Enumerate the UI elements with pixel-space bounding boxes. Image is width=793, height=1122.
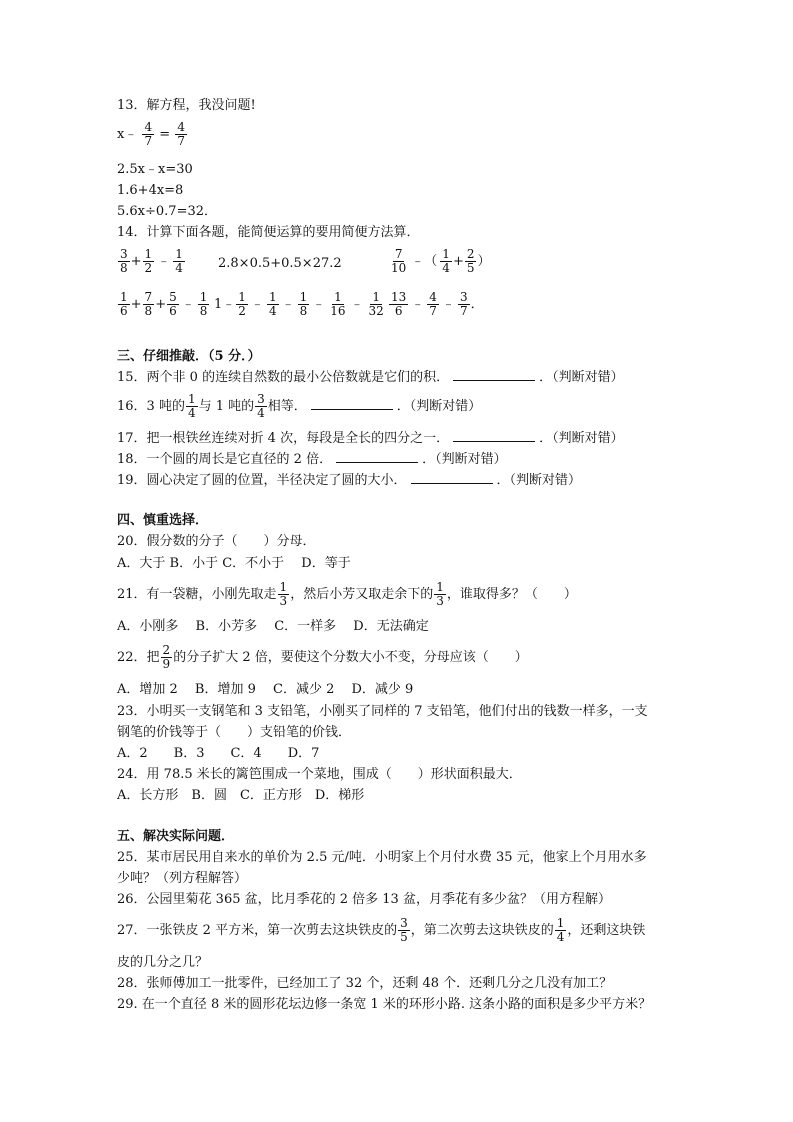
section-3-title: 三、仔细推敲．（5 分．） (117, 349, 261, 364)
q18: 18．一个圆的周长是它直径的 2 倍． ．（判断对错） (117, 452, 507, 467)
q28: 28．张师傅加工一批零件，已经加工了 32 个，还剩 48 个．还剩几分之几没有加工？ (117, 976, 613, 991)
section-4-title: 四、慎重选择． (117, 513, 209, 528)
q21: 21．有一袋糖，小刚先取走 $\frac{1}{3}$ ，然后小芳又取走余下的 $\frac{1}{3}$ ，谁取得多？（ ） (117, 580, 577, 608)
q21-options: A．小刚多 B．小芳多 C．一样多 D．无法确定 (117, 619, 429, 634)
q22-options: A．增加 2 B．增加 9 C．减少 2 D．减少 9 (117, 682, 414, 697)
q26: 26．公园里菊花 365 盆，比月季花的 2 倍多 13 盆，月季花有多少盆？（用方程解） (117, 892, 611, 907)
q23-line-2: 钢笔的价钱等于（ ）支铅笔的价钱． (117, 725, 352, 740)
q20-options: A．大于 B．小于 C．不小于 D．等于 (117, 556, 351, 571)
eq1-equals: = (159, 127, 171, 142)
q24-options: A．长方形 B．圆 C．正方形 D．梯形 (117, 788, 365, 803)
answer-blank (311, 408, 393, 410)
q27-line-1: 27．一张铁皮 2 平方米，第一次剪去这块铁皮的 $\frac{3}{5}$ ，第二次剪去这块铁皮的 $\frac{1}{4}$ ，还剩这块铁 (117, 916, 646, 944)
q14-expr-1a: $\frac{3}{8}$ + $\frac{1}{2}$ ﹣ $\frac{1}{4}$ (120, 247, 183, 275)
q25-line-1: 25．某市居民用自来水的单价为 2.5 元/吨．小明家上个月付水费 35 元，他家上个月用水多 (117, 850, 647, 865)
q19: 19．圆心决定了圆的位置，半径决定了圆的大小． ．（判断对错） (117, 473, 582, 488)
q13-equation-1 (117, 121, 188, 148)
q14-expr-2a: $\frac{1}{6}$ + $\frac{7}{8}$ + $\frac{5}{6}$ ﹣ $\frac{1}{8}$ (120, 290, 208, 318)
q16: 16．3 吨的 $\frac{1}{4}$ 与 1 吨的 $\frac{3}{4}$ 相等． ．（判断对错） (117, 392, 482, 420)
q20: 20．假分数的分子（ ）分母． (117, 534, 316, 549)
eq1-left: x﹣ (117, 127, 138, 142)
q13-equation-3: 1.6+4x=8 (117, 183, 184, 198)
answer-blank (336, 461, 418, 463)
q13-equation-2: 2.5x﹣x=30 (117, 162, 193, 177)
q27-line-2: 皮的几分之几？ (117, 955, 209, 970)
q14-expr-2c: $\frac{13}{6}$ ﹣ $\frac{4}{7}$ ﹣ $\frac{3}{7}$ ． (391, 290, 484, 318)
answer-blank (453, 440, 535, 442)
q14-expr-1b: 2.8×0.5+0.5×27.2 (218, 256, 342, 271)
q25-line-2: 少吨？（列方程解答） (117, 871, 248, 886)
answer-blank (453, 379, 535, 381)
q24: 24．用 78.5 米长的篱笆围成一个菜地，围成（ ）形状面积最大． (117, 767, 522, 782)
fraction: $\frac{4}{7}$ (144, 120, 153, 148)
fraction: $\frac{4}{7}$ (177, 120, 185, 148)
answer-blank (411, 482, 493, 484)
q14-expr-1c: $\frac{7}{10}$ ﹣（ $\frac{1}{4}$ + $\frac{2}{5}$ ） (391, 247, 491, 275)
q15: 15．两个非 0 的连续自然数的最小公倍数就是它们的积． ．（判断对错） (117, 370, 624, 385)
q17: 17．把一根铁丝连续对折 4 次，每段是全长的四分之一． ．（判断对错） (117, 431, 624, 446)
section-5-title: 五、解决实际问题． (117, 829, 235, 844)
q23-options: A．2 B．3 C．4 D．7 (117, 746, 320, 761)
q22: 22．把 $\frac{2}{9}$ 的分子扩大 2 倍，要使这个分数大小不变，分母应该（ ） (117, 643, 528, 671)
q29: 29. 在一个直径 8 米的圆形花坛边修一条宽 1 米的环形小路. 这条小路的面积是多少平方米？ (117, 997, 652, 1012)
q14-expr-2b: 1﹣ $\frac{1}{2}$ ﹣ $\frac{1}{4}$ ﹣ $\frac{1}{8}$ ﹣ $\frac{1}{16}$ ﹣ $\frac{1}{32}$ (214, 290, 384, 318)
q13-title: 13．解方程，我没问题! (117, 98, 256, 113)
q13-equation-4: 5.6x÷0.7=32． (117, 204, 218, 219)
q23-line-1: 23．小明买一支钢笔和 3 支铅笔，小刚买了同样的 7 支铅笔，他们付出的钱数一样多，一支 (117, 704, 648, 719)
q14-title: 14．计算下面各题，能简便运算的要用简便方法算． (117, 225, 420, 240)
